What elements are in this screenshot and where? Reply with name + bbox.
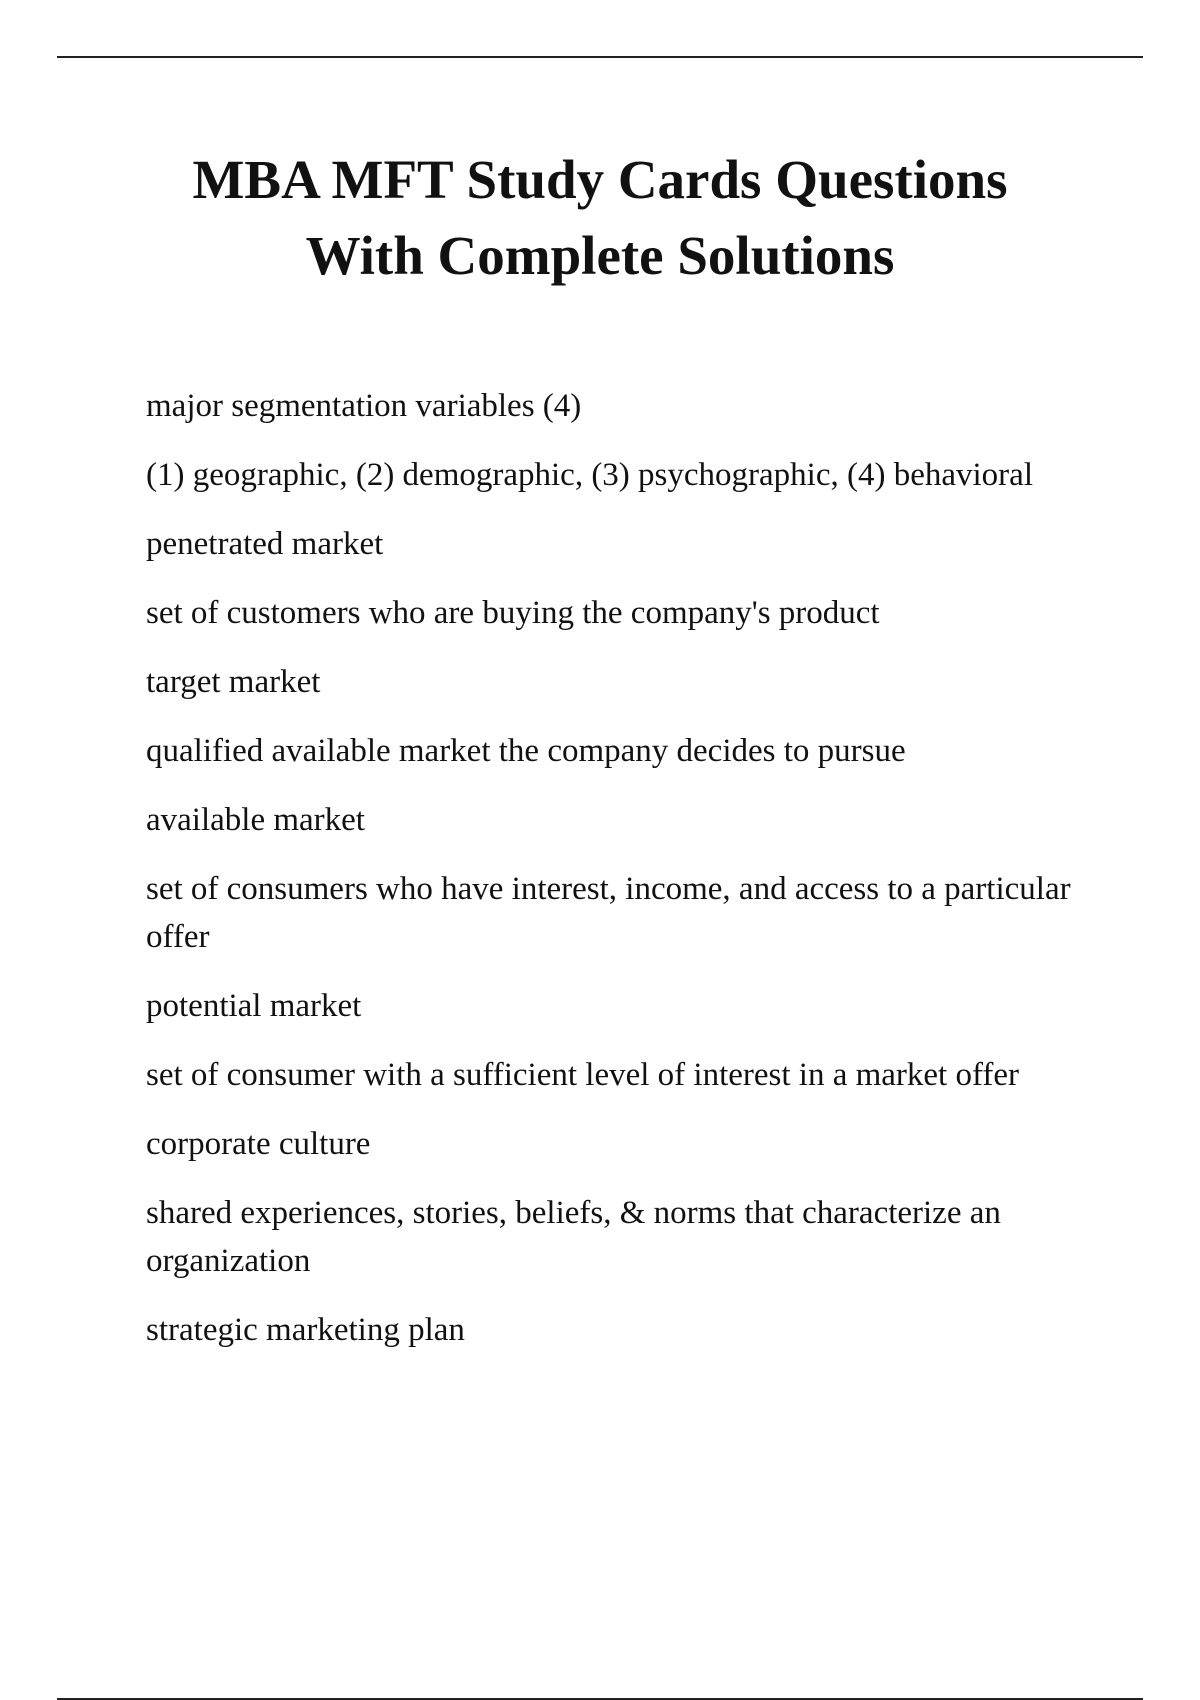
card-question: strategic marketing plan — [146, 1312, 465, 1348]
card-answer: qualified available market the company decides to pursue — [146, 733, 906, 769]
card-answer: set of consumers who have interest, income, and access to a particular offer — [146, 871, 1071, 955]
card-answer: shared experiences, stories, beliefs, & norms that characterize an organization — [146, 1195, 1001, 1279]
top-rule — [57, 56, 1143, 58]
study-card-list — [146, 382, 1096, 1375]
card-answer: set of consumer with a sufficient level of interest in a market offer — [146, 1057, 1019, 1093]
card-question: target market — [146, 664, 321, 700]
title-line-2: With Complete Solutions — [305, 225, 895, 286]
card-question: major segmentation variables (4) — [146, 388, 582, 424]
card-question: available market — [146, 802, 365, 838]
card-answer: set of customers who are buying the company's product — [146, 595, 880, 631]
card-question: penetrated market — [146, 526, 384, 562]
card-question: corporate culture — [146, 1126, 371, 1162]
page-title — [0, 142, 1200, 294]
title-line-1: MBA MFT Study Cards Questions — [192, 149, 1008, 210]
card-answer: (1) geographic, (2) demographic, (3) psychographic, (4) behavioral — [146, 457, 1033, 493]
card-question: potential market — [146, 988, 362, 1024]
